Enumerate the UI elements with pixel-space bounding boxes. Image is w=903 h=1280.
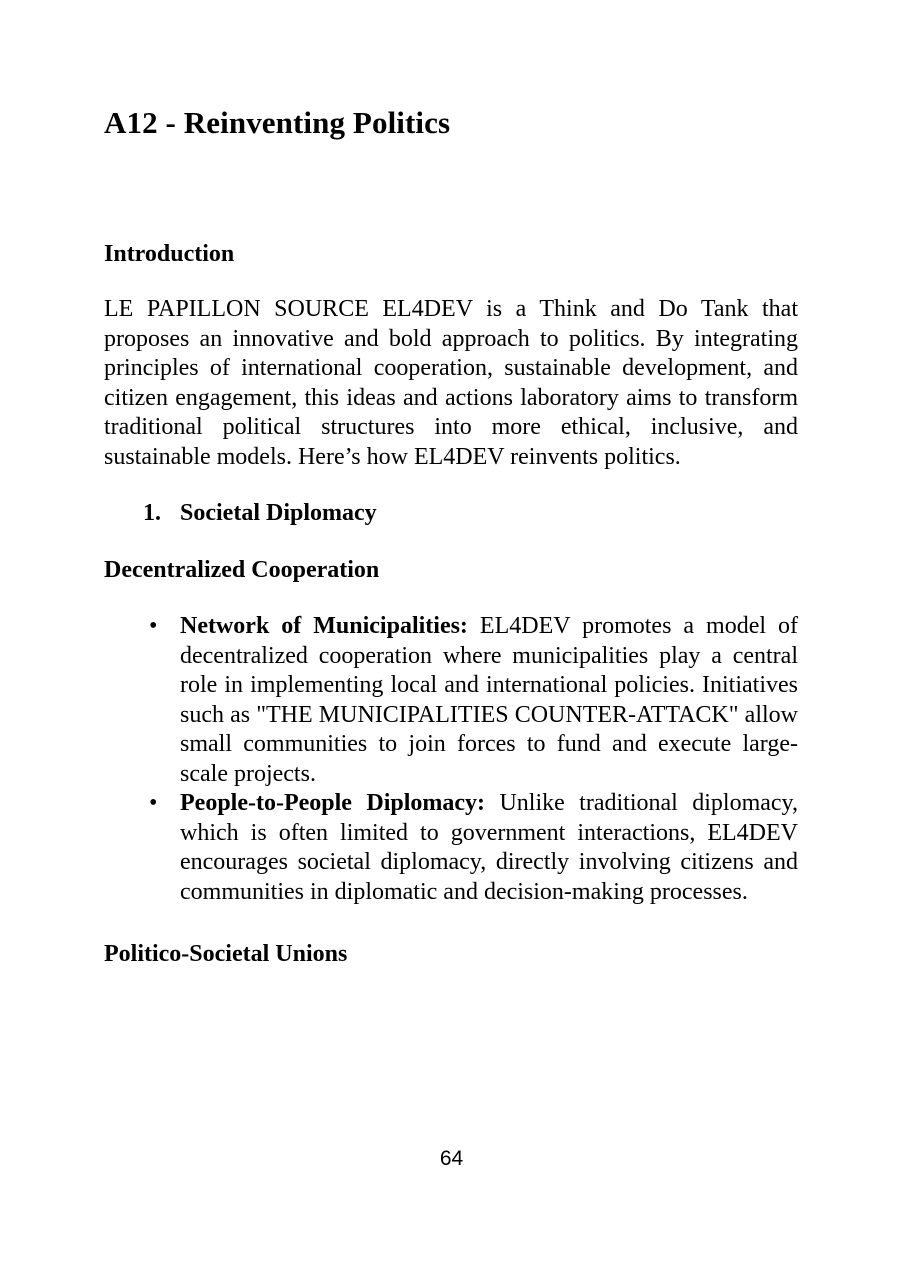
page-title: A12 - Reinventing Politics [104, 105, 451, 140]
numbered-list [104, 472, 798, 528]
list-item [104, 789, 798, 907]
page-number: 64 [439, 1147, 464, 1170]
list-item-text: EL4DEV promotes a model of decentralized cooperation where municipalities play a central role in implementing local and international policies. Initiatives such as "THE MUNICIPALITIES COUNTER-ATTACK" allow small communities to join forces to fund and execute large-scale projects. [180, 613, 799, 787]
list-item [104, 612, 798, 789]
heading-decentralized-cooperation: Decentralized Cooperation [104, 557, 380, 583]
heading-politico-societal-unions: Politico-Societal Unions [104, 941, 348, 967]
list-item-text: Unlike traditional diplomacy, which is often limited to government interactions, EL4DEV encourages societal diplomacy, directly involving citizens and communities in diplomatic and decision-making processes. [180, 790, 798, 905]
numbered-list-item: Societal Diplomacy [180, 500, 377, 526]
list-item-lead-in: People-to-People Diplomacy: [180, 790, 486, 816]
introduction-paragraph: LE PAPILLON SOURCE EL4DEV is a Think and Do Tank that proposes an innovative and bold approach to politics. By integrating principles of international cooperation, sustainable development, and citizen engagement, this ideas and actions laboratory aims to transform traditional political structures into more ethical, inclusive, and sustainable models. Here’s how EL4DEV reinvents politics. [104, 296, 798, 470]
list-item-lead-in: Network of Municipalities: [180, 613, 468, 639]
page-content [104, 0, 798, 969]
heading-introduction: Introduction [104, 241, 235, 267]
bullet-list [104, 585, 798, 907]
